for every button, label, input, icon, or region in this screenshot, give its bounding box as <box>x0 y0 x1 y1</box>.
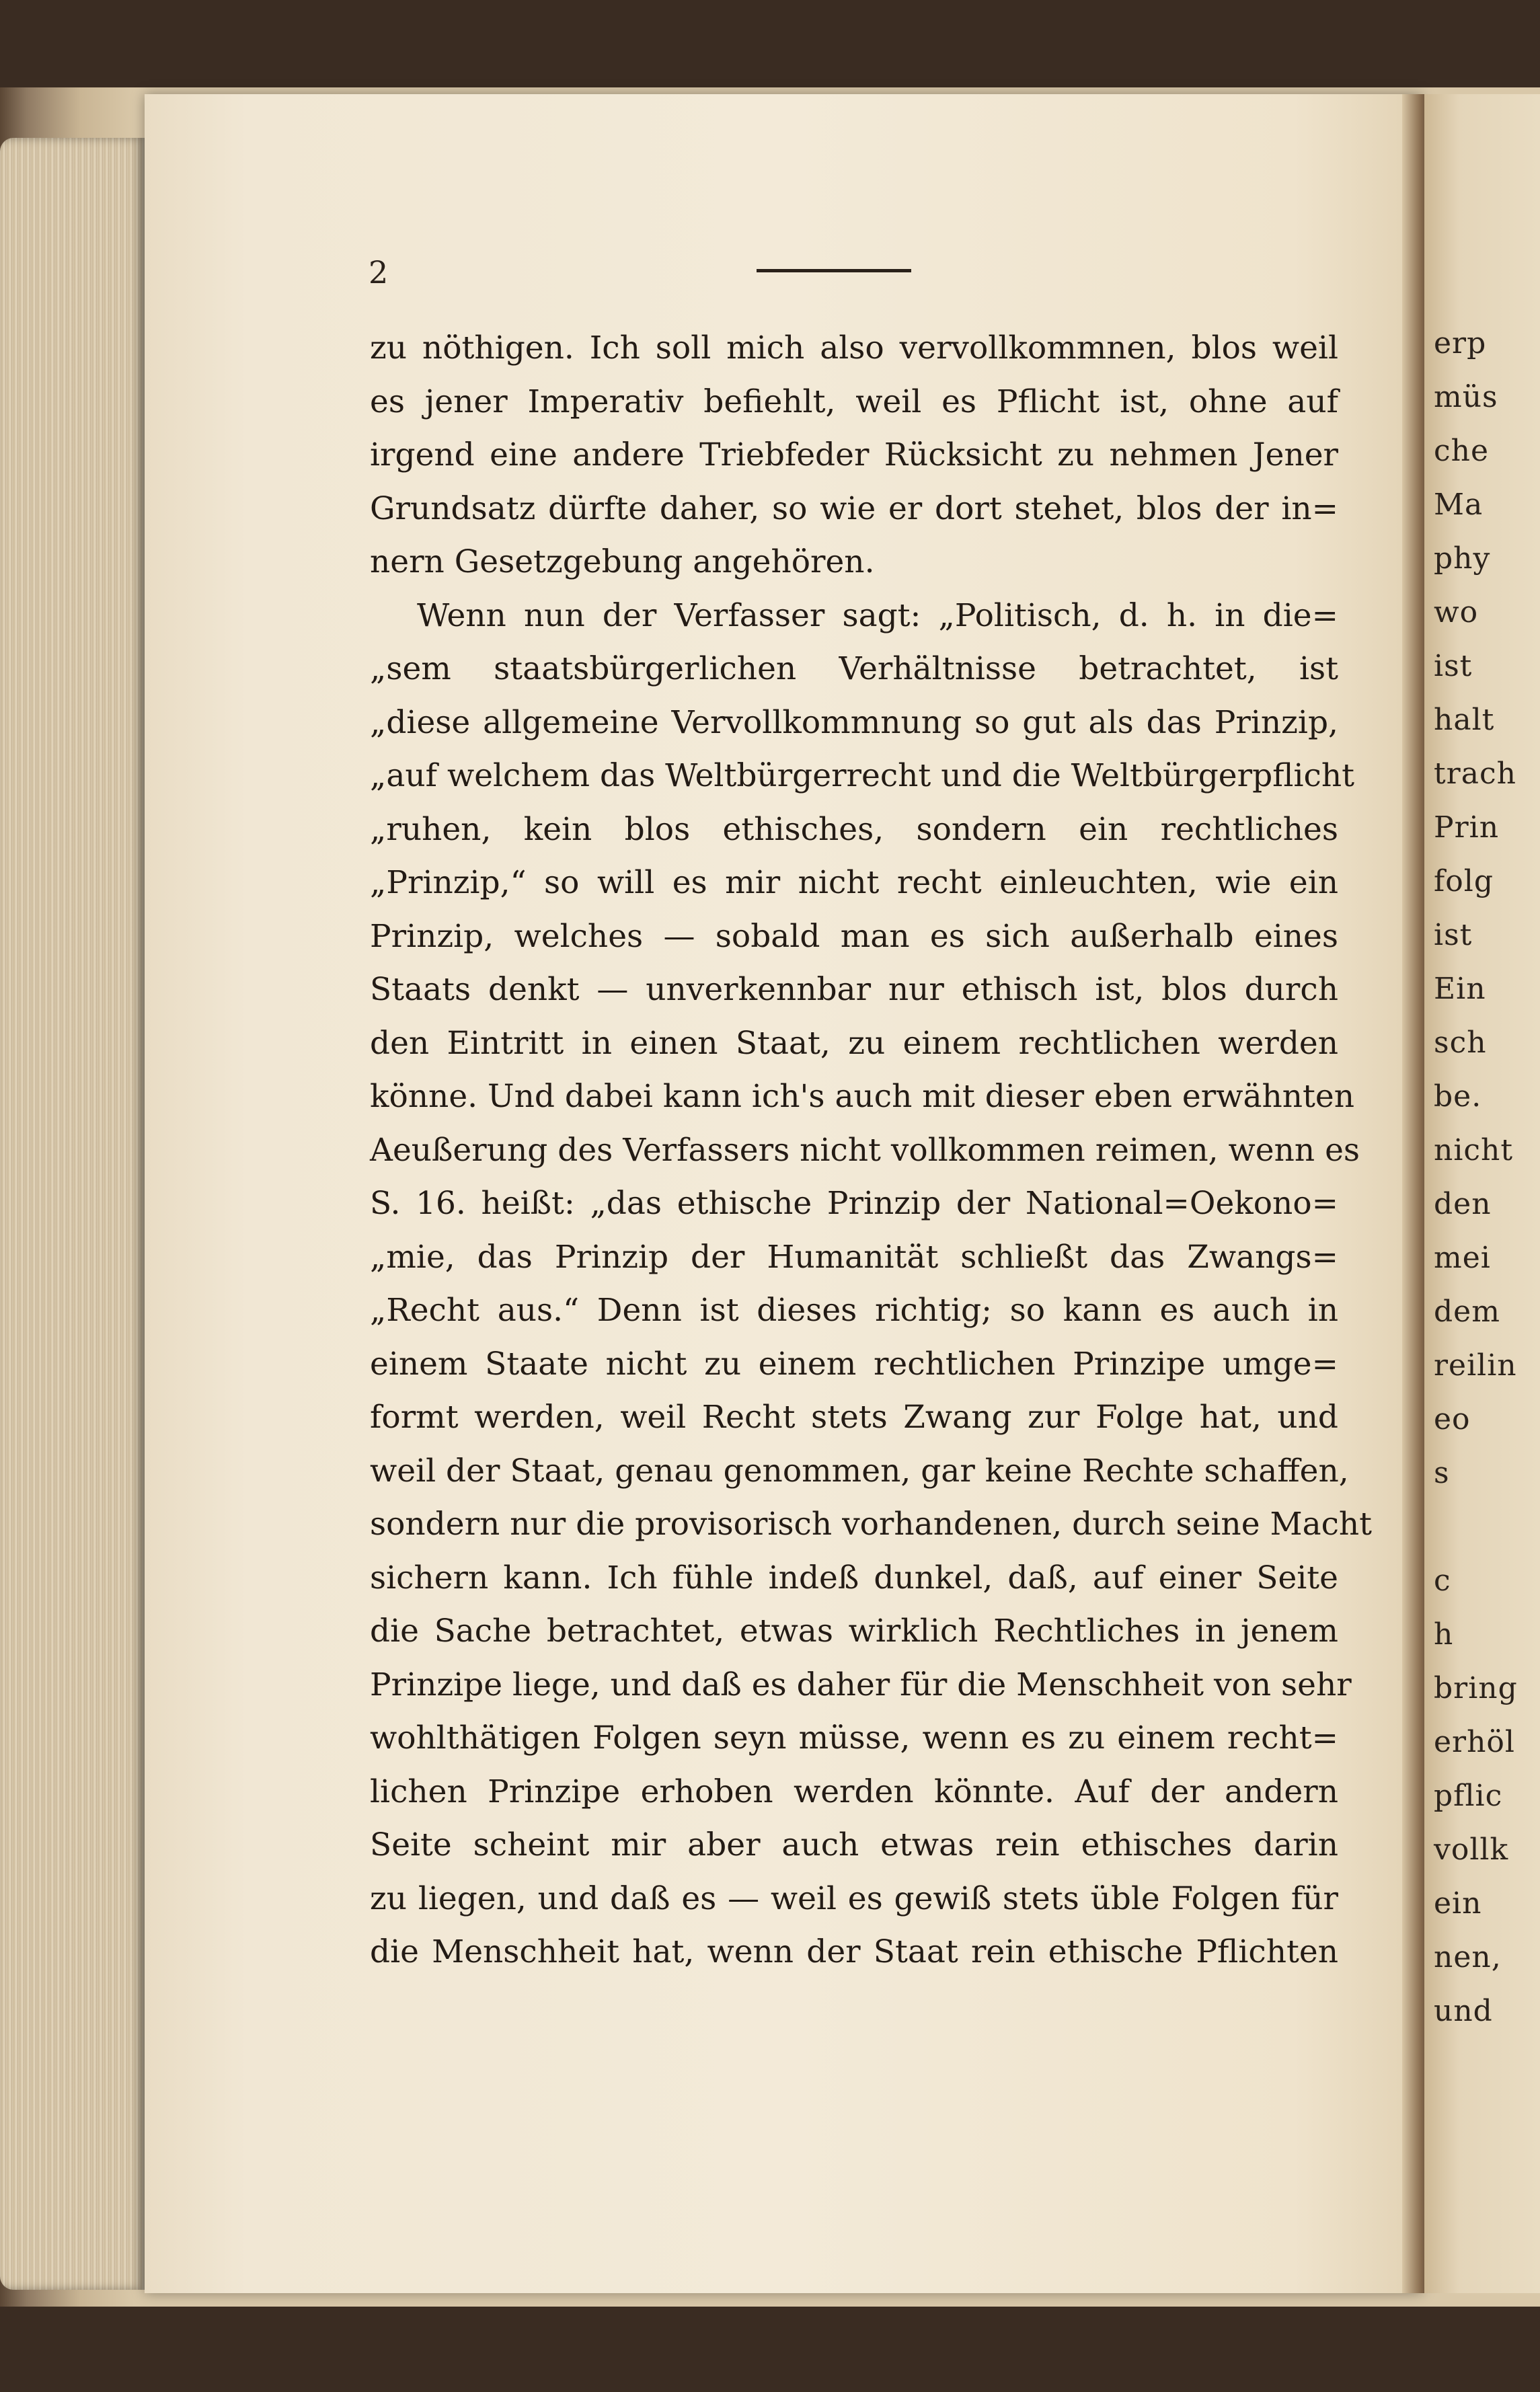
text-line-25: die Sache betrachtet, etwas wirklich Rechtliches in jenem <box>370 1613 1338 1650</box>
facing-fragment: trach <box>1434 757 1516 791</box>
facing-fragment: mei <box>1434 1241 1491 1275</box>
text-line-18: „mie, das Prinzip der Humanität schließt das Zwangs= <box>370 1238 1338 1276</box>
facing-fragment: erhöl <box>1434 1725 1515 1759</box>
facing-fragment: be. <box>1434 1079 1482 1114</box>
text-line-1: zu nöthigen. Ich soll mich also vervollkommnen, blos weil <box>370 330 1338 366</box>
text-line-7: „sem staatsbürgerlichen Verhältnisse betrachtet, ist <box>370 650 1338 687</box>
text-line-5: nern Gesetzgebung angehören. <box>370 543 875 580</box>
text-line-14: den Eintritt in einen Staat, zu einem rechtlichen werden <box>370 1024 1338 1062</box>
facing-fragment: bring <box>1434 1671 1518 1705</box>
book-page-edges <box>0 138 145 2290</box>
text-line-17: S. 16. heißt: „das ethische Prinzip der National=Oekono= <box>370 1185 1338 1222</box>
facing-fragment: c <box>1434 1564 1451 1598</box>
facing-fragment: ein <box>1434 1886 1482 1921</box>
text-line-20: einem Staate nicht zu einem rechtlichen Prinzipe umge= <box>370 1345 1338 1383</box>
facing-fragment: nicht <box>1434 1133 1514 1167</box>
facing-fragment: nen, <box>1434 1940 1502 1974</box>
text-line-21: formt werden, weil Recht stets Zwang zur Folge hat, und <box>370 1399 1338 1436</box>
facing-fragment: und <box>1434 1994 1493 2028</box>
facing-fragment: müs <box>1434 380 1498 414</box>
facing-fragment: vollk <box>1434 1832 1509 1867</box>
facing-fragment: che <box>1434 434 1490 468</box>
text-line-11: „Prinzip,“ so will es mir nicht recht einleuchten, wie ein <box>370 864 1338 901</box>
facing-fragment: pflic <box>1434 1779 1503 1813</box>
text-line-9: „auf welchem das Weltbürgerrecht und die Weltbürgerpflicht <box>370 757 1355 794</box>
text-line-23: sondern nur die provisorisch vorhandenen, durch seine Macht <box>370 1506 1373 1543</box>
text-line-19: „Recht aus.“ Denn ist dieses richtig; so kann es auch in <box>370 1292 1338 1329</box>
facing-fragment: phy <box>1434 541 1491 576</box>
text-line-12: Prinzip, welches — sobald man es sich außerhalb eines <box>370 917 1338 955</box>
text-line-30: zu liegen, und daß es — weil es gewiß stets üble Folgen für <box>370 1880 1338 1917</box>
facing-fragment: ist <box>1434 918 1473 952</box>
text-line-27: wohlthätigen Folgen seyn müsse, wenn es zu einem recht= <box>370 1720 1338 1757</box>
text-line-2: es jener Imperativ befiehlt, weil es Pflicht ist, ohne auf <box>370 383 1338 420</box>
text-line-13: Staats denkt — unverkennbar nur ethisch ist, blos durch <box>370 971 1338 1008</box>
text-line-31: die Menschheit hat, wenn der Staat rein ethische Pflichten <box>370 1933 1338 1970</box>
facing-fragment: dem <box>1434 1295 1500 1329</box>
text-line-15: könne. Und dabei kann ich's auch mit dieser eben erwähnten <box>370 1078 1354 1115</box>
facing-fragment: s <box>1434 1456 1450 1490</box>
facing-page-edge <box>1424 94 1540 2293</box>
page-number: 2 <box>369 254 389 291</box>
text-line-10: „ruhen, kein blos ethisches, sondern ein rechtliches <box>370 810 1338 848</box>
facing-fragment: Ma <box>1434 488 1484 522</box>
facing-fragment: reilin <box>1434 1348 1517 1383</box>
text-line-22: weil der Staat, genau genommen, gar keine Rechte schaffen, <box>370 1452 1349 1490</box>
text-block <box>370 321 1373 1979</box>
header-rule <box>757 269 911 272</box>
facing-fragment: Ein <box>1434 972 1486 1006</box>
facing-fragment: folg <box>1434 864 1494 898</box>
facing-fragment: h <box>1434 1617 1454 1652</box>
facing-fragment: eo <box>1434 1402 1471 1436</box>
facing-fragment: ist <box>1434 649 1473 683</box>
text-line-4: Grundsatz dürfte daher, so wie er dort stehet, blos der in= <box>370 490 1338 527</box>
text-line-24: sichern kann. Ich fühle indeß dunkel, daß, auf einer Seite <box>370 1559 1338 1596</box>
facing-fragment: wo <box>1434 595 1479 629</box>
text-line-29: Seite scheint mir aber auch etwas rein ethisches darin <box>370 1826 1338 1863</box>
facing-fragment: halt <box>1434 703 1495 737</box>
text-line-28: lichen Prinzipe erhoben werden könnte. Auf der andern <box>370 1773 1338 1810</box>
book-page <box>145 94 1422 2293</box>
text-line-16: Aeußerung des Verfassers nicht vollkommen reimen, wenn es <box>370 1131 1360 1169</box>
facing-fragment: den <box>1434 1187 1492 1221</box>
text-line-26: Prinzipe liege, und daß es daher für die Menschheit von sehr <box>370 1666 1352 1703</box>
facing-fragment: erp <box>1434 326 1487 360</box>
text-line-3: irgend eine andere Triebfeder Rücksicht zu nehmen Jener <box>370 436 1338 473</box>
facing-fragment: Prin <box>1434 810 1500 845</box>
facing-fragment: sch <box>1434 1026 1487 1060</box>
text-line-8: „diese allgemeine Vervollkommnung so gut als das Prinzip, <box>370 703 1338 741</box>
text-line-6: Wenn nun der Verfasser sagt: „Politisch, d. h. in die= <box>417 596 1338 634</box>
